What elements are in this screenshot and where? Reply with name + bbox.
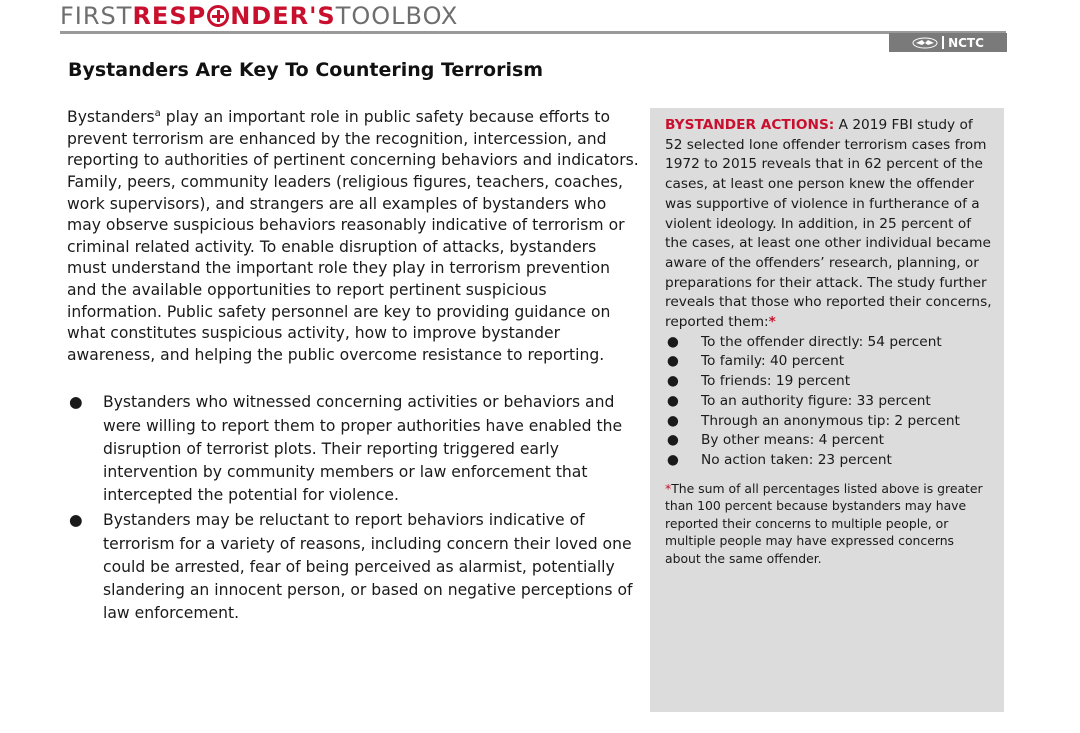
bullet-icon: ●	[667, 373, 679, 390]
list-item-text: By other means: 4 percent	[701, 432, 885, 449]
brand-text-first: FIRST	[60, 2, 133, 30]
list-item	[665, 451, 992, 471]
brand-text-nders: NDER'S	[230, 2, 336, 30]
main-content	[67, 103, 639, 627]
eagle-seal-icon	[912, 37, 938, 49]
asterisk-marker: *	[768, 314, 776, 331]
page-title: Bystanders Are Key To Countering Terrorism	[68, 59, 544, 81]
list-item	[665, 372, 992, 392]
brand-text-toolbox: TOOLBOX	[335, 2, 459, 30]
list-item	[67, 391, 639, 507]
list-item	[67, 509, 639, 625]
bullet-icon: ●	[667, 353, 679, 370]
bullet-icon: ●	[667, 432, 679, 449]
bullet-icon: ●	[667, 392, 679, 409]
list-item	[665, 412, 992, 432]
sidebar-heading: BYSTANDER ACTIONS:	[665, 117, 835, 133]
footnote-text: The sum of all percentages listed above is greater than 100 percent because bystanders may have reported their concerns to multiple people, or multiple people may have expressed concerns about the same offender.	[665, 480, 983, 567]
intro-text: play an important role in public safety because efforts to prevent terrorism are enhanced by the recognition, intercession, and reporting to authorities of pertinent concerning behaviors and indicators. Family, peers, community leaders (religious figures, teachers, coaches, work supervisors), and strangers are all examples of bystanders who may observe suspicious behaviors reasonably indicative of terrorism or criminal related activity. To enable disruption of attacks, bystanders must understand the important role they play in terrorism prevention and the available opportunities to report pertinent suspicious information. Public safety personnel are key to providing guidance on what constitutes suspicious activity, how to improve bystander awareness, and helping the public overcome resistance to reporting.	[67, 108, 639, 364]
nctc-label: NCTC	[948, 35, 984, 50]
list-item-text: Through an anonymous tip: 2 percent	[701, 412, 960, 429]
list-item-text: Bystanders may be reluctant to report behaviors indicative of terrorism for a variety of reasons, including concern their loved one could be arrested, fear of being perceived as alarmist, potentially slandering an innocent person, or based on negative perceptions of law enforcement.	[103, 511, 633, 623]
bullet-icon: ●	[69, 511, 83, 530]
list-item	[665, 333, 992, 353]
list-item-text: To friends: 19 percent	[701, 373, 851, 390]
list-item-text: Bystanders who witnessed concerning activities or behaviors and were willing to report them to proper authorities have enabled the disruption of terrorist plots. Their reporting triggered early intervention by community members or law enforcement that intercepted the potential for violence.	[103, 393, 623, 505]
sidebar-text: A 2019 FBI study of 52 selected lone offender terrorism cases from 1972 to 2015 reveals that in 62 percent of the cases, at least one person knew the offender was supportive of violence in furtherance of a violent ideology. In addition, in 25 percent of the cases, at least one other individual became aware of the offenders’ research, planning, or preparations for their attack. The study further reveals that those who reported their concerns, reported them:	[665, 117, 992, 331]
bullet-icon: ●	[69, 393, 83, 412]
list-item-text: No action taken: 23 percent	[701, 451, 892, 468]
list-item	[665, 431, 992, 451]
bullet-icon: ●	[667, 333, 679, 350]
list-item-text: To family: 40 percent	[701, 353, 845, 370]
bullet-icon: ●	[667, 451, 679, 468]
brand-logo	[60, 2, 458, 30]
badge-divider	[942, 36, 944, 49]
footnote-marker: a	[154, 108, 161, 119]
bullet-list	[67, 391, 639, 625]
note-asterisk: *	[665, 480, 672, 496]
intro-paragraph	[67, 103, 639, 366]
bullet-icon: ●	[667, 412, 679, 429]
sidebar-intro	[665, 116, 992, 333]
header-rule	[60, 31, 1006, 34]
list-item-text: To an authority figure: 33 percent	[701, 392, 931, 409]
bystander-actions-sidebar	[650, 108, 1004, 712]
red-cross-icon	[207, 5, 229, 27]
list-item-text: To the offender directly: 54 percent	[701, 333, 942, 350]
stats-list	[665, 333, 992, 471]
brand-text-resp: RESP	[132, 2, 207, 30]
list-item	[665, 352, 992, 372]
list-item	[665, 392, 992, 412]
sidebar-footnote	[665, 480, 992, 568]
nctc-badge	[889, 33, 1007, 52]
intro-word: Bystanders	[67, 108, 155, 127]
